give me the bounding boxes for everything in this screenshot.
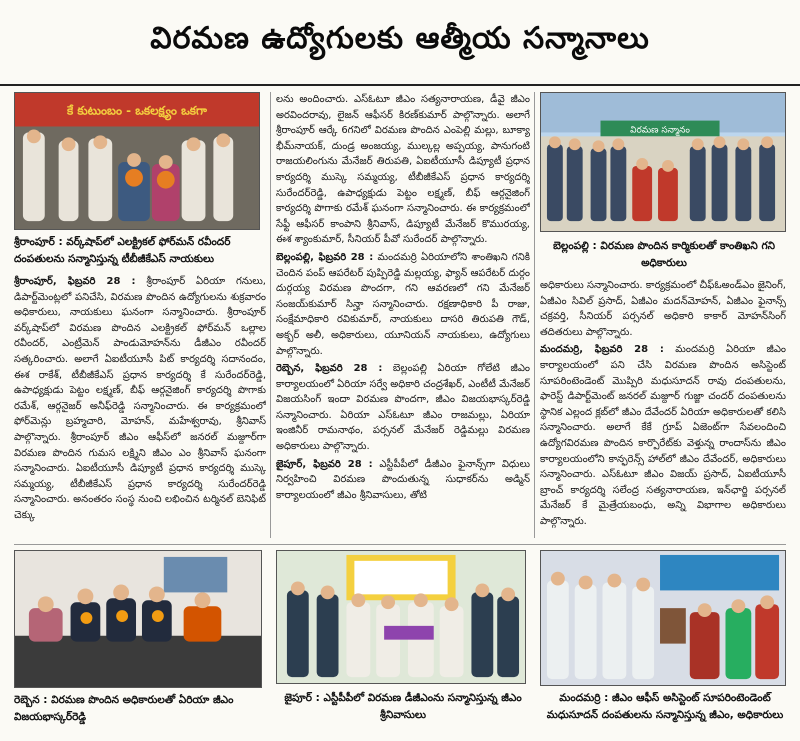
caption-photo3: రెబ్బెన : విరమణ పొందిన అధికారులతో ఏరియా జీఎం విజయభాస్కర్‌రెడ్డి xyxy=(14,694,234,723)
headline: విరమణ ఉద్యోగులకు ఆత్మీయ సన్మానాలు xyxy=(0,0,800,86)
photo-bellampalli-workers xyxy=(540,92,786,232)
paragraph-text: మందమర్రి ఏరియా జీఎం కార్యాలయంలో పని చేసి విరమణ పొందిన అసిస్టెంట్‌ సూపరింటెండెంట్‌ మొప్పిరి మధుసూదన్‌ రావు దంపతులను, ఫారెస్ట్‌ డిపార్ట్‌మెంట్‌ జనరల్‌ మజ్దూర్‌ గుజ్జా చందర్‌ దంపతులను స్థానిక ఎల్లంద క్లబ్‌లో జీఎం దేవేందర్‌ ఏరియా అధికారులతో కలిసి సన్మానించారు. అలాగే కేకే గ్రూప్‌ ఏజెంట్‌గా సేవలందించి ఉద్యోగవిరమణ పొందిన కార్పొరేట్‌కు వెళ్తున్న రాందాస్‌ను జీఎం కార్యాలయంలోని కాన్ఫరెన్స్‌ హాల్‌లో జీఎం దేవేందర్‌, అధికారులు సన్మానించారు. ఎస్‌ఓటూ జీఎం విజయ్‌ ప్రసాద్‌, ఏఐటీయూసీ బ్రాంచ్‌ కార్యదర్శి సలేంద్ర సత్యనారాయణ, ఇన్‌ఛార్జి పర్సనల్‌ మేనేజర్‌ కే మైత్రేయబంధు, అన్ని విభాగాల అధికారులు పాల్గొన్నారు. xyxy=(540,344,786,527)
paragraph xyxy=(276,92,530,248)
dateline: మందమర్రి, ఫిబ్రవరి 28 : xyxy=(540,344,664,356)
article-column-1 xyxy=(14,274,266,540)
paragraph xyxy=(276,250,530,359)
paragraph xyxy=(276,457,530,504)
photo-jaipur-stpp xyxy=(276,550,526,684)
photo-rebbena-image xyxy=(15,551,261,687)
photo-workshop-felicitation xyxy=(14,92,260,230)
dateline: రెబ్బెన, ఫిబ్రవరి 28 : xyxy=(276,363,383,375)
paragraph-text: లను అందించారు. ఎస్‌ఓటూ జీఎం సత్యనారాయణ, డీవై జీఎం అరవిందరావు, లైజన్‌ ఆఫీసర్‌ కిరణ్‌కుమార్‌ పాల్గొన్నారు. అలాగే శ్రీరాంపూర్‌ ఆర్కే 6గనిలో విరమణ పొందిన ఎంపెల్లి మల్లు, బూక్యా భీమ్‌నాయక్‌, దుండ్ర అంజయ్య, ముల్కల్ల అప్పయ్య, పానుగంటి రాజయలింగును మేనేజర్‌ తిరుపతి, ఏఐటీయూసీ డిప్యూటీ ప్రధాన కార్యదర్శి ముస్కె సమ్మయ్య, టీబీజీకేఎస్‌ ప్రధాన కార్యదర్శి సురేందర్‌రెడ్డి, ఉపాధ్యక్షుడు పెట్టం లక్ష్మణ్‌, బీఫ్‌ ఆర్గనైజింగ్‌ కార్యదర్శి పొగాకు రమేశ్‌ ఘనంగా సన్మానించారు. ఈ కార్యక్రమంలో సేఫ్టీ ఆఫీసర్‌ కాంపాని శ్రీనివాస్‌, డిప్యూటీ మేనేజర్‌ కొమురయ్య, ఈశ శ్యాంకుమార్‌, సీనియర్‌ పీవో సురేందర్‌ పాల్గొన్నారు. xyxy=(276,94,530,246)
caption-photo2: బెల్లంపల్లి : విరమణ పొందిన కార్మికులతో కాంతిఖని గని అధికారులు xyxy=(553,240,775,269)
caption-photo4: జైపూర్‌ : ఎస్టీపీపీలో విరమణ డీజీఎంను సన్మానిస్తున్న జీఎం శ్రీనివాసులు xyxy=(284,692,522,721)
article-column-3 xyxy=(540,278,786,540)
photo-mandamarri-felicitation xyxy=(540,550,786,686)
dateline: శ్రీరాంపూర్‌, ఫిబ్రవరి 28 : xyxy=(14,276,136,287)
paragraph-text: అధికారులు సన్మానించారు. కార్యక్రమంలో చీఫ్‌ఓఅండ్‌ఎం జైనింగ్‌, ఏజీఎం సివిల్‌ ప్రసాద్‌, ఏజీఎం మదన్‌మోహన్‌, ఏజీఎం ఫైనాన్స్‌ చక్రవర్తి, సీనియర్‌ పర్సనల్‌ అధికారి కాకార్‌ మోహన్‌సింగ్‌ తదితరులు పాల్గొన్నారు. xyxy=(540,280,786,338)
paragraph-text: ఎస్టీపీపీలో డీజీఎం ఫైనాన్స్‌గా విధులు నిర్వహించి విరమణ పొందుతున్న సుధాకర్‌ను అడ్మిన్‌ కార్యాలయంలో జీఎం శ్రీనివాసులు, తోటి xyxy=(276,458,530,501)
photo-banner-text: కే కుటుంబం - ఒకలక్ష్యం ఒకగా xyxy=(67,103,207,118)
photo-mandamarri-image xyxy=(541,551,785,685)
paragraph-text: బెల్లంపల్లి ఏరియా గోలేటి జీఎం కార్యాలయంలో ఏరియా సర్వే అధికారి చంద్రశేఖర్‌, ఎంటీటీ మేనేజర్‌ విజయసింగ్‌ ఇందా విరమణ పొందగా, జీఎం విజయభాస్కర్‌రెడ్డి సన్మానించారు. ఏరియా ఎస్‌ఓటూ జీఎం రాజమల్లు, ఏరియా ఇంజినీర్‌ రామనాథం, పర్సనల్‌ మేనేజర్‌ రెడ్డిమల్లు విరమణ అధికారులు పాల్గొన్నారు. xyxy=(276,363,530,453)
photo2-banner-text: విరమణ సన్మానం xyxy=(630,125,690,136)
caption-photo5: మందమర్రి : జీఎం ఆఫీస్‌ అసిస్టెంట్‌ సూపరింటెండెంట్‌ మధుసూదన్‌ దంపతులను సన్మానిస్తున్న జీఎం, అధికారులు xyxy=(546,692,784,721)
photo-rebbena-officials xyxy=(14,550,262,688)
photo-workshop-image xyxy=(15,93,259,229)
caption-photo1: శ్రీరాంపూర్‌ : వర్క్‌షాప్‌లో ఎలక్ట్రికల్‌ ఫోర్‌మన్‌ రవీందర్‌ దంపతులను సన్మానిస్తున్న టీబీజీకేఎస్‌ నాయకులు xyxy=(14,236,231,265)
dateline: బెల్లంపల్లి, ఫిబ్రవరి 28 : xyxy=(276,251,374,263)
paragraph xyxy=(276,361,530,455)
paragraph xyxy=(540,342,786,529)
paragraph-text: మందమర్రి ఏరియాలోని శాంతిఖని గనికి చెందిన పంప్‌ ఆపరేటర్‌ పుప్పిరెడ్డి మల్లయ్య, ఫ్యాన్‌ ఆపరేటర్‌ దుర్గం దుర్గయ్య విరమణ పొందగా, గని ఆవరణలో గని మేనేజర్‌ సంజయ్‌కుమార్‌ సిన్హా సన్మానించారు. రక్షణాధికారి పీ రాజు, సంక్షేమాధికారి రవికుమార్‌, నాయకులు దాసరి తిరుపతి గౌడ్‌, అక్బర్‌ అలీ, అధికారులు, యూనియన్‌ నాయకులు, ఉద్యోగులు పాల్గొన్నారు. xyxy=(276,251,530,357)
paragraph xyxy=(540,278,786,340)
dateline: జైపూర్‌, ఫిబ్రవరి 28 : xyxy=(276,458,373,470)
paragraph-text: శ్రీరాంపూర్‌ ఏరియా గనులు, డిపార్ట్‌మెంట్లలో పనిచేసి, విరమణ పొందిన ఉద్యోగులను శుక్రవారం అధికారులు, నాయకులు ఘనంగా సన్మానించారు. శ్రీరాంపూర్‌ వర్క్‌షాప్‌లో విరమణ పొందిన ఎలక్ట్రికల్‌ ఫోర్‌మన్‌ ఒల్లాల రవీందర్‌, ఎంట్రీమెన్‌ పాండుమోహన్‌ను డీజీఎం రవీందర్‌ సత్కరించారు. అలాగే ఏఐటీయూసీ పిట్‌ కార్యదర్శి సదానందం, ఈశ రాకేశ్‌, టీబీజీకేఎస్‌ ప్రధాన కార్యదర్శి కే సురేందర్‌రెడ్డి, ఉపాధ్యక్షుడు పెట్టం లక్ష్మణ్‌, బీఫ్‌ ఆర్గనైజింగ్‌ కార్యదర్శి పొగాకు రమేశ్‌, ఆర్గనైజర్‌ అనీఫ్‌రెడ్డి సన్మానించారు. ఈ కార్యక్రమంలో ఫోర్‌మెన్లు బ్రహ్మచారి, మోహన్‌, మహేశ్వరావు, శ్రీనివాస్‌ పాల్గొన్నారు. శ్రీరాంపూర్‌ జీఎం ఆఫీస్‌లో జనరల్‌ మజ్దూర్‌గా విరమణ పొందిన గుమస లక్ష్మిని జీఎం ఎం శ్రీనివాస్‌ ఘనంగా సన్మానించారు. ఏఐటీయూసీ డిప్యూటీ ప్రధాన కార్యదర్శి ముస్కె సమ్మయ్య, టీబీజీకేఎస్‌ ప్రధాన కార్యదర్శి సురేందర్‌రెడ్డి సన్మానించారు. అనంతరం సంస్థ నుంచి లభించిన టర్మినల్‌ బెనిఫిట్‌ చెక్కు xyxy=(14,276,266,521)
photo-bellampalli-image xyxy=(541,93,785,231)
paragraph xyxy=(14,274,266,524)
article-column-2 xyxy=(276,92,530,540)
photo-jaipur-image xyxy=(277,551,525,683)
